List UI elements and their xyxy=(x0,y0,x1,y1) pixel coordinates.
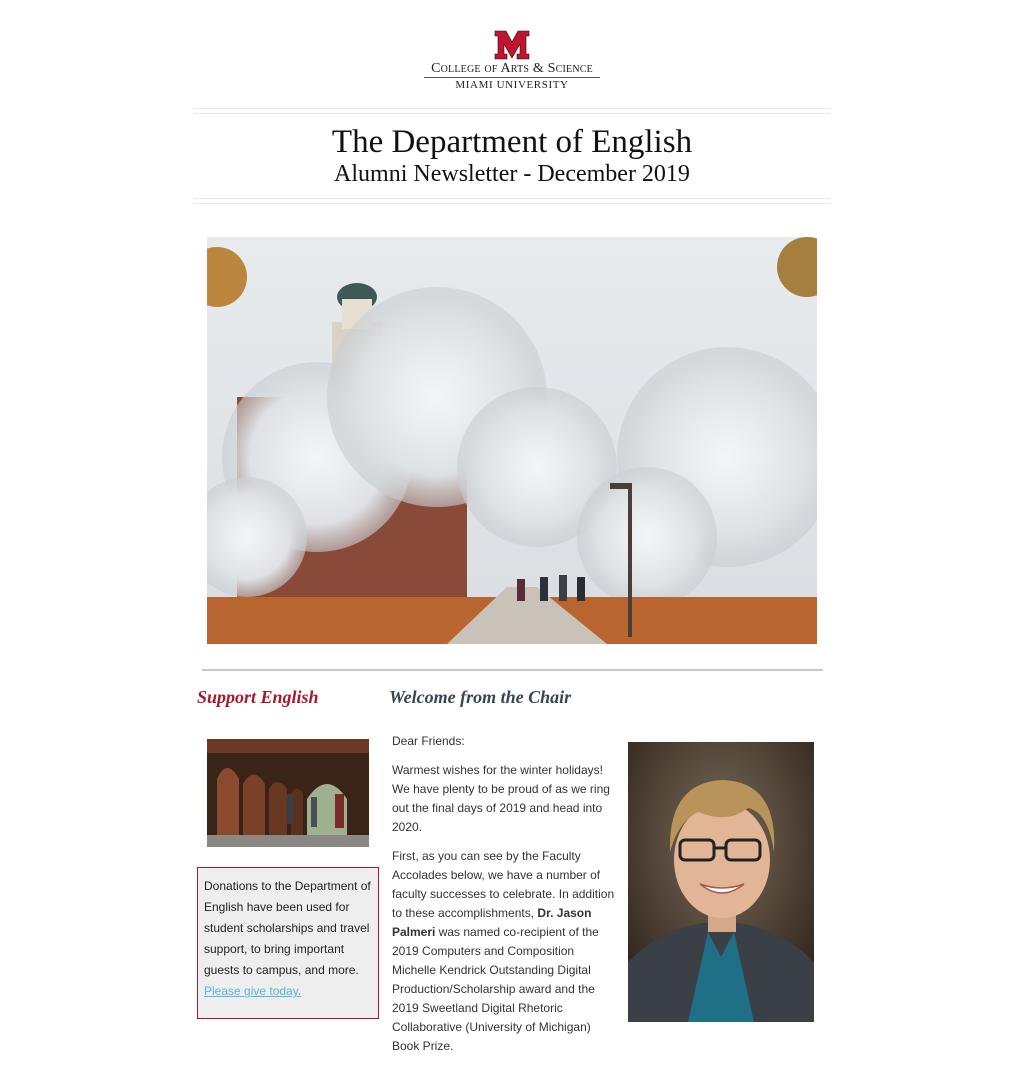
page-title: The Department of English xyxy=(331,124,693,160)
page-subtitle: Alumni Newsletter - December 2019 xyxy=(334,161,690,187)
college-name: College of Arts & Science xyxy=(431,61,593,76)
greeting: Dear Friends: xyxy=(392,734,465,748)
paragraph-2 xyxy=(392,847,620,1056)
faculty-name: Dr. Jason Palmeri xyxy=(392,906,592,939)
header-divider-top xyxy=(193,108,831,114)
chair-portrait xyxy=(628,742,814,1022)
header-divider-bottom xyxy=(193,198,831,204)
donation-box xyxy=(197,867,379,1019)
arcade-photo xyxy=(207,739,369,847)
hero-campus-image xyxy=(207,237,817,644)
welcome-chair-heading: Welcome from the Chair xyxy=(389,687,572,707)
paragraph-2-start: First, as you can see by the Faculty Accolades below, we have a number of faculty successes to celebrate. In addition to these accomplishments, xyxy=(392,849,615,920)
university-name: MIAMI UNIVERSITY xyxy=(455,79,569,91)
give-today-link[interactable]: Please give today. xyxy=(204,984,302,998)
section-divider xyxy=(202,669,823,671)
chair-letter xyxy=(392,732,620,1066)
donation-text: Donations to the Department of English have been used for student scholarships and travel support, to bring important guests to campus, and more. xyxy=(204,879,371,977)
paragraph-1: Warmest wishes for the winter holidays! We have plenty to be proud of as we ring out the final days of 2019 and head into 2020. xyxy=(392,763,610,834)
paragraph-2-end: was named co-recipient of the 2019 Computers and Composition Michelle Kendrick Outstanding Digital Production/Scholarship award and the 2019 Sweetland Digital Rhetoric Collaborative (University of Michigan) Book Prize. xyxy=(392,925,599,1053)
miami-m-logo xyxy=(494,30,530,60)
support-english-heading: Support English xyxy=(197,687,319,707)
